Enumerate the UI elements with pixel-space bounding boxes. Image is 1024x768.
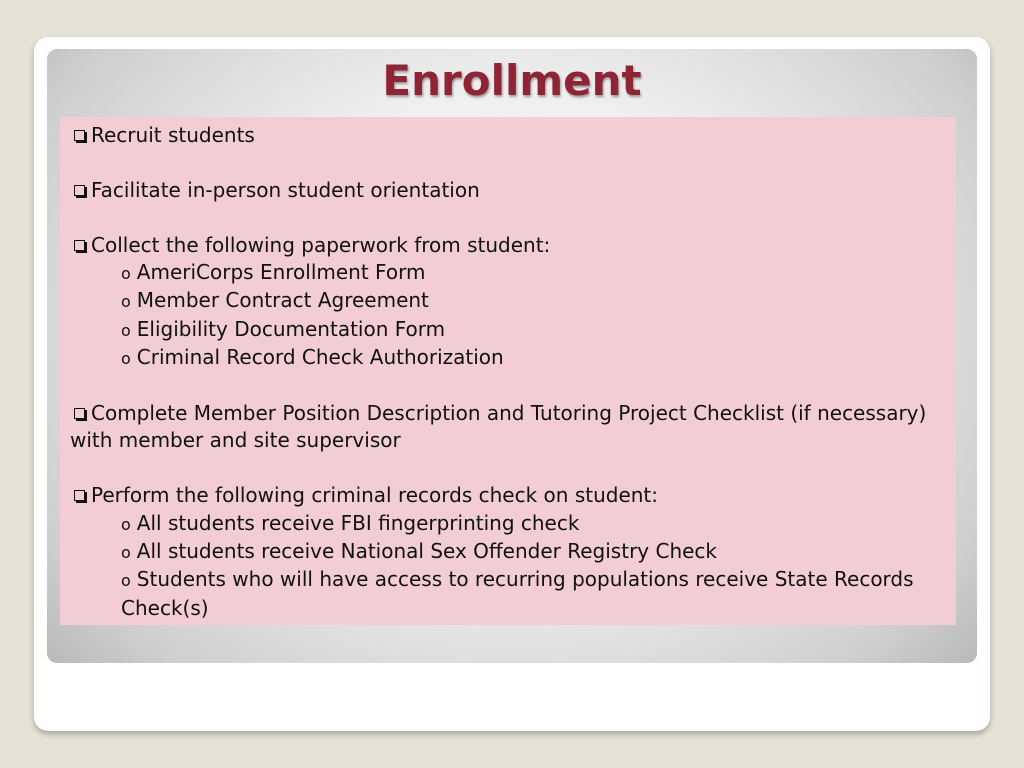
checkbox-bullet-icon [74, 130, 85, 141]
sub-bullet-text: Students who will have access to recurring populations receive State Records Check(s) [121, 567, 914, 620]
content-box [60, 117, 956, 625]
bullet-item [70, 232, 946, 259]
sub-bullet-text: Eligibility Documentation Form [136, 316, 446, 341]
bullet-text: Recruit students [91, 123, 255, 147]
sub-bullet-item [70, 538, 946, 566]
checkbox-bullet-icon [74, 185, 85, 196]
bullet-text: Facilitate in-person student orientation [91, 177, 480, 202]
sub-bullet-item [70, 259, 946, 287]
circle-bullet-icon: o [121, 571, 131, 591]
sub-bullet-item [70, 287, 946, 315]
slide [34, 37, 990, 731]
circle-bullet-icon: o [121, 349, 131, 369]
sub-bullet-item [70, 344, 946, 372]
circle-bullet-icon: o [121, 514, 131, 534]
sub-bullet-item [70, 316, 946, 344]
bullet-text: Collect the following paperwork from student: [91, 232, 551, 257]
bullet-item [70, 400, 946, 455]
circle-bullet-icon: o [121, 543, 131, 563]
sub-bullet-text: All students receive FBI fingerprinting check [136, 510, 580, 535]
circle-bullet-icon: o [121, 320, 131, 340]
bullet-item [70, 177, 946, 204]
bullet-text: Complete Member Position Description and Tutoring Project Checklist (if necessary) with member and site supervisor [70, 401, 927, 453]
bullet-item [70, 122, 946, 149]
bullet-item [70, 482, 946, 509]
checkbox-bullet-icon [74, 408, 85, 419]
circle-bullet-icon: o [121, 264, 131, 283]
slide-title: Enrollment [382, 56, 642, 105]
sub-bullet-text: Criminal Record Check Authorization [136, 345, 504, 370]
checkbox-bullet-icon [74, 490, 85, 501]
sub-bullet-text: All students receive National Sex Offender Registry Check [136, 539, 718, 564]
sub-bullet-text: Member Contract Agreement [136, 288, 429, 313]
bullet-text: Perform the following criminal records check on student: [91, 483, 659, 508]
slide-panel [47, 49, 977, 663]
sub-bullet-text: AmeriCorps Enrollment Form [136, 260, 426, 284]
sub-bullet-item [70, 566, 946, 622]
sub-bullet-item [70, 510, 946, 538]
circle-bullet-icon: o [121, 292, 131, 312]
checkbox-bullet-icon [74, 240, 85, 251]
